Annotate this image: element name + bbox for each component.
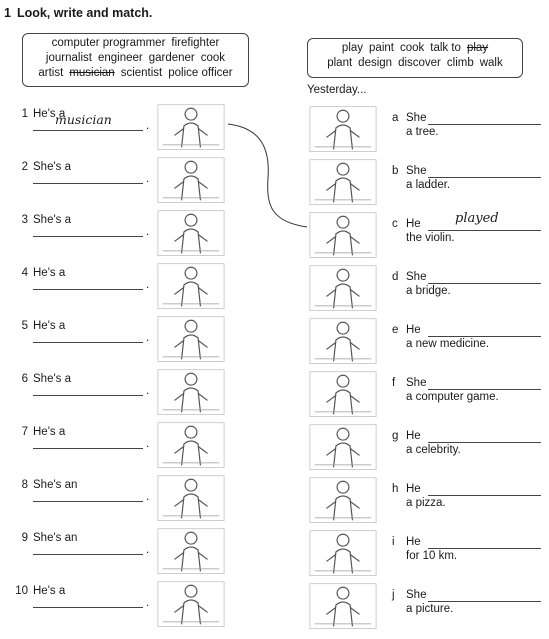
item-number: 4 <box>21 267 28 279</box>
item-end-punctuation: . <box>146 332 150 344</box>
verbs-box-word: discover <box>398 57 441 69</box>
item-end-punctuation: . <box>146 438 150 450</box>
verbs-box-word: climb <box>446 57 474 69</box>
item-letter: b <box>392 165 399 177</box>
item-letter: f <box>392 377 396 389</box>
answer-blank[interactable] <box>428 442 541 443</box>
verbs-box-line <box>308 56 522 71</box>
answer-blank[interactable] <box>33 289 143 290</box>
jobs-box-word: gardener <box>148 52 195 64</box>
item-letter: h <box>392 483 399 495</box>
answer-blank[interactable] <box>33 342 143 343</box>
answer-blank[interactable] <box>33 448 143 449</box>
item-subject: He <box>406 218 421 230</box>
item-object: a ladder. <box>406 179 451 191</box>
item-object: a pizza. <box>406 497 446 509</box>
item-object: the violin. <box>406 232 455 244</box>
item-number: 1 <box>21 108 28 120</box>
answer-blank[interactable] <box>428 548 541 549</box>
gardener-picture-icon <box>155 577 227 629</box>
item-subject: She <box>406 165 427 177</box>
exercise-heading <box>4 6 152 20</box>
jobs-word-box <box>22 33 249 87</box>
painting-picture-icon <box>305 579 381 631</box>
item-prompt: She's an <box>33 479 78 491</box>
exercise-number: 1 <box>4 6 11 20</box>
handwritten-answer: musician <box>55 112 112 127</box>
violin-picture-icon <box>305 208 381 260</box>
answer-blank[interactable] <box>428 177 541 178</box>
cook-picture-icon <box>155 153 227 205</box>
item-subject: He <box>406 483 421 495</box>
computer-game-picture-icon <box>305 367 381 419</box>
jobs-box-word: police officer <box>168 67 233 79</box>
item-subject: She <box>406 589 427 601</box>
item-end-punctuation: . <box>146 279 150 291</box>
action-item-j <box>305 587 549 639</box>
item-letter: e <box>392 324 399 336</box>
item-prompt: He's a <box>33 320 66 332</box>
pizza-picture-icon <box>305 473 381 525</box>
item-subject: She <box>406 112 427 124</box>
answer-blank[interactable] <box>428 124 541 125</box>
job-item-10 <box>0 585 260 637</box>
exercise-title: Look, write and match. <box>16 6 153 20</box>
artist-picture-icon <box>155 471 227 523</box>
item-end-punctuation: . <box>146 544 150 556</box>
item-end-punctuation: . <box>146 491 150 503</box>
jobs-box-word: artist <box>38 67 64 79</box>
verbs-box-line <box>308 41 522 56</box>
celebrity-picture-icon <box>305 420 381 472</box>
answer-blank[interactable] <box>33 554 143 555</box>
item-prompt: She's an <box>33 532 78 544</box>
item-number: 5 <box>21 320 28 332</box>
item-subject: He <box>406 536 421 548</box>
verbs-box-word: design <box>358 57 393 69</box>
answer-blank[interactable] <box>428 495 541 496</box>
item-object: a new medicine. <box>406 338 490 350</box>
item-number: 2 <box>21 161 28 173</box>
jobs-box-word: journalist <box>45 52 92 64</box>
item-object: a computer game. <box>406 391 499 403</box>
item-end-punctuation: . <box>146 226 150 238</box>
item-subject: She <box>406 271 427 283</box>
jobs-box-line <box>23 36 248 51</box>
item-end-punctuation: . <box>146 120 150 132</box>
item-prompt: He's a <box>33 585 66 597</box>
verbs-word-box <box>307 38 523 78</box>
item-object: a bridge. <box>406 285 451 297</box>
jobs-box-word: cook <box>200 52 226 64</box>
answer-blank[interactable] <box>33 501 143 502</box>
answer-blank[interactable] <box>428 389 541 390</box>
jobs-box-word: engineer <box>97 52 143 64</box>
item-letter: j <box>392 589 395 601</box>
medicine-picture-icon <box>305 314 381 366</box>
verbs-box-word: cook <box>399 42 425 54</box>
answer-blank[interactable] <box>33 236 143 237</box>
jobs-box-line <box>23 66 248 81</box>
item-letter: c <box>392 218 398 230</box>
item-number: 8 <box>21 479 28 491</box>
item-prompt: She's a <box>33 214 71 226</box>
item-prompt: She's a <box>33 373 71 385</box>
jobs-box-word: firefighter <box>171 37 220 49</box>
answer-blank[interactable] <box>428 601 541 602</box>
jobs-box-word: musician <box>69 67 115 79</box>
chef-picture-icon <box>155 259 227 311</box>
item-subject: He <box>406 324 421 336</box>
bridge-picture-icon <box>305 261 381 313</box>
item-end-punctuation: . <box>146 173 150 185</box>
journalist-picture-icon <box>155 524 227 576</box>
walking-picture-icon <box>305 526 381 578</box>
item-object: a picture. <box>406 603 454 615</box>
item-prompt: He's a <box>33 426 66 438</box>
item-number: 7 <box>21 426 28 438</box>
item-letter: d <box>392 271 399 283</box>
item-subject: He <box>406 430 421 442</box>
answer-blank[interactable] <box>428 283 541 284</box>
answer-blank[interactable] <box>428 230 541 231</box>
answer-blank[interactable] <box>33 395 143 396</box>
item-number: 3 <box>21 214 28 226</box>
item-prompt: She's a <box>33 161 71 173</box>
answer-blank[interactable] <box>33 607 143 608</box>
tree-climb-picture-icon <box>305 102 381 154</box>
ladder-picture-icon <box>305 155 381 207</box>
verbs-box-word: play <box>341 42 364 54</box>
item-letter: g <box>392 430 399 442</box>
item-subject: She <box>406 377 427 389</box>
verbs-box-word: paint <box>369 42 394 54</box>
item-letter: i <box>392 536 395 548</box>
item-end-punctuation: . <box>146 597 150 609</box>
verbs-box-word: play <box>466 42 489 54</box>
jobs-box-word: computer programmer <box>51 37 166 49</box>
item-letter: a <box>392 112 399 124</box>
verbs-box-word: walk <box>479 57 503 69</box>
answer-blank[interactable] <box>33 130 143 131</box>
item-object: for 10 km. <box>406 550 458 562</box>
item-prompt: He's a <box>33 267 66 279</box>
jobs-box-word: scientist <box>120 67 163 79</box>
verbs-box-word: plant <box>327 57 353 69</box>
item-number: 9 <box>21 532 28 544</box>
handwritten-answer: played <box>455 211 499 226</box>
item-number: 6 <box>21 373 28 385</box>
item-object: a celebrity. <box>406 444 461 456</box>
verbs-box-word: talk to <box>430 42 461 54</box>
engineer-picture-icon <box>155 418 227 470</box>
answer-blank[interactable] <box>33 183 143 184</box>
police-officer-picture-icon <box>155 312 227 364</box>
item-number: 10 <box>15 585 28 597</box>
programmer-picture-icon <box>155 206 227 258</box>
musician-picture-icon <box>155 100 227 152</box>
answer-blank[interactable] <box>428 336 541 337</box>
item-end-punctuation: . <box>146 385 150 397</box>
yesterday-label: Yesterday... <box>307 84 367 96</box>
item-object: a tree. <box>406 126 439 138</box>
jobs-box-line <box>23 51 248 66</box>
scientist-picture-icon <box>155 365 227 417</box>
item-prompt: He's a <box>33 108 66 120</box>
